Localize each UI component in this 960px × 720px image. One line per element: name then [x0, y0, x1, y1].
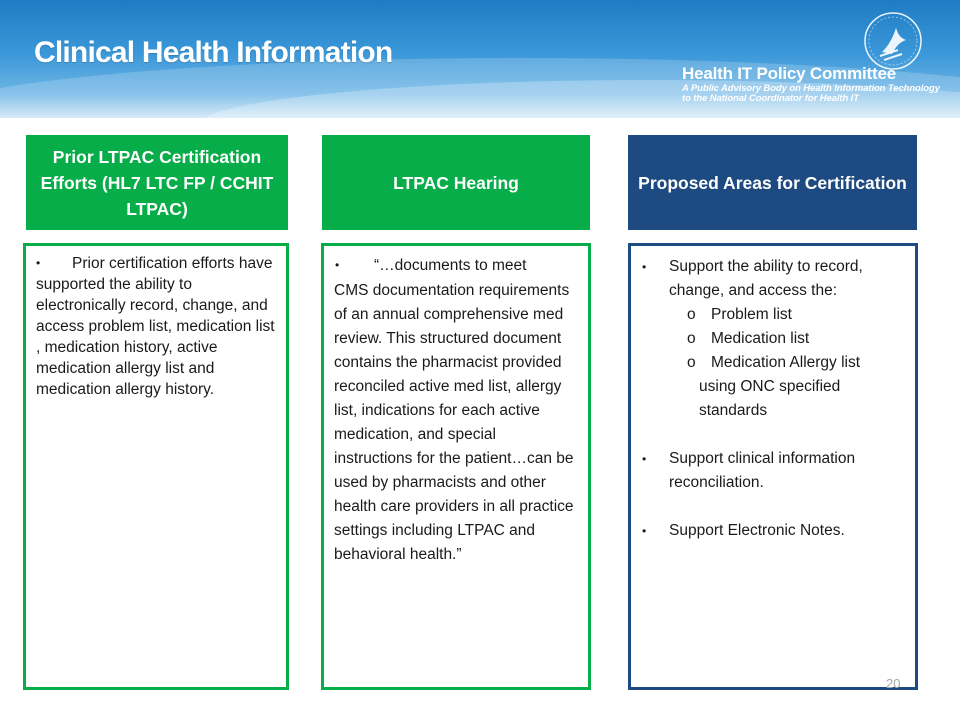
sub-bullet-icon: o — [687, 330, 696, 347]
column-heading-text: Proposed Areas for Certification — [638, 172, 907, 193]
bullet-icon: • — [642, 260, 647, 274]
column-heading-ltpac-hearing — [322, 135, 590, 230]
sub-bullet-icon: o — [687, 306, 696, 323]
bullet-text: “…documents to meet — [374, 257, 527, 274]
hhs-eagle-seal-icon — [862, 10, 924, 72]
column-body-prior-efforts — [23, 243, 289, 690]
bullet-text: Support Electronic Notes. — [669, 522, 845, 539]
bullet-icon: • — [335, 258, 340, 272]
bullet-icon: • — [36, 256, 41, 270]
sub-bullet-continuation: using ONC specified standards — [699, 378, 841, 419]
sub-bullet-text: Medication Allergy list — [711, 354, 861, 371]
committee-name: Health IT Policy Committee — [682, 64, 896, 83]
committee-tagline: to the National Coordinator for Health IT — [682, 93, 859, 104]
bullet-text: Support clinical information reconciliation. — [669, 450, 856, 491]
sub-bullet-item — [641, 303, 905, 327]
committee-tagline: A Public Advisory Body on Health Information Technology — [682, 83, 940, 94]
column-heading-text: LTPAC Hearing — [393, 172, 519, 193]
column-body-ltpac-hearing — [321, 243, 591, 690]
bullet-icon: • — [642, 452, 647, 466]
quote-text: CMS documentation requirements of an annual comprehensive med review. This structured document contains the pharmacist provided reconciled active med list, allergy list, indications for each active medication, and special instructions for the patient…can be used by pharmacists and other health care providers in all practice settings including LTPAC and behavioral health.” — [334, 282, 574, 563]
bullet-text: Prior certification efforts have supported the ability to electronically record, change, and access problem list, medication list , medication history, active medication allergy list and medication allergy history. — [36, 255, 275, 398]
column-heading-prior-efforts — [26, 135, 288, 230]
column-heading-text: Prior LTPAC Certification Efforts (HL7 LTC FP / CCHIT LTPAC) — [40, 146, 274, 219]
page-number: 20 — [886, 676, 901, 691]
column-heading-proposed-areas — [628, 135, 917, 230]
bullet-text: Support the ability to record, change, and access the: — [669, 258, 863, 299]
committee-branding — [682, 64, 940, 104]
bullet-item — [641, 519, 905, 543]
sub-bullet-text: Problem list — [711, 306, 792, 323]
bullet-item — [334, 255, 578, 276]
bullet-item — [641, 255, 905, 303]
sub-bullet-text: Medication list — [711, 330, 810, 347]
sub-bullet-item — [641, 351, 905, 375]
bullet-icon: • — [642, 524, 647, 538]
bullet-item — [36, 253, 276, 400]
sub-bullet-item — [641, 327, 905, 351]
page-title: Clinical Health Information — [34, 36, 393, 69]
sub-bullet-icon: o — [687, 354, 696, 371]
column-body-proposed-areas — [628, 243, 918, 690]
bullet-item — [641, 447, 905, 495]
header-banner — [0, 0, 960, 118]
